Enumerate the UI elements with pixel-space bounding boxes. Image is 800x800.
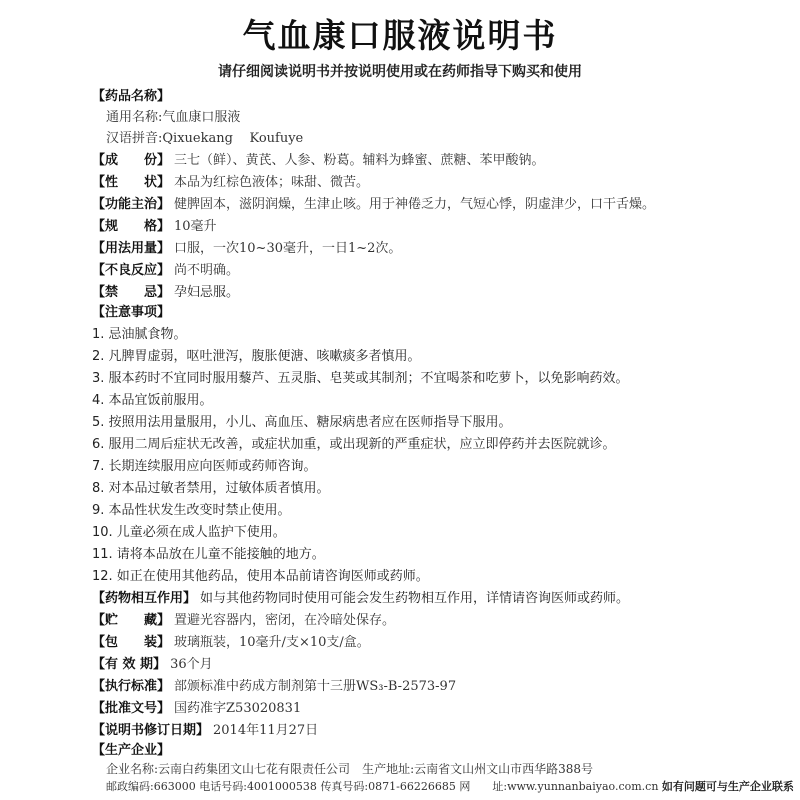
contact-note: 如有问题可与生产企业联系 xyxy=(661,780,794,793)
standard-label: 【执行标准】 xyxy=(92,679,171,694)
company-label: 企业名称: xyxy=(106,762,159,776)
ingredients-label: 【成 份】 xyxy=(92,153,171,168)
indications-value: 健脾固本，滋阴润燥，生津止咳。用于神倦乏力，气短心悸，阴虚津少，口干舌燥。 xyxy=(174,197,656,212)
phone-label: 电话号码: xyxy=(199,780,247,793)
common-name-value: 气血康口服液 xyxy=(162,110,241,125)
adverse-value: 尚不明确。 xyxy=(174,263,240,278)
specification-row xyxy=(92,216,782,238)
specification-value: 10毫升 xyxy=(174,219,217,234)
ingredients-row xyxy=(92,150,782,172)
precaution-item: 2. 凡脾胃虚弱，呕吐泄泻，腹胀便溏、咳嗽痰多者慎用。 xyxy=(92,349,421,364)
precaution-item: 1. 忌油腻食物。 xyxy=(92,327,187,342)
company-value: 云南白药集团文山七花有限责任公司 xyxy=(158,762,351,776)
precaution-item: 12. 如正在使用其他药品，使用本品前请咨询医师或药师。 xyxy=(92,569,429,584)
precaution-item: 4. 本品宜饭前服用。 xyxy=(92,393,213,408)
package-label: 【包 装】 xyxy=(92,635,171,650)
revision-row xyxy=(92,720,782,742)
storage-row xyxy=(92,610,782,632)
contraindications-value: 孕妇忌服。 xyxy=(174,285,240,300)
dosage-row xyxy=(92,238,782,260)
properties-value: 本品为红棕色液体；味甜、微苦。 xyxy=(174,175,370,190)
phone-value: 4001000538 xyxy=(246,780,317,793)
contact-details-row xyxy=(106,777,796,797)
precaution-item: 10. 儿童必须在成人监护下使用。 xyxy=(92,525,286,540)
specification-label: 【规 格】 xyxy=(92,219,171,234)
precaution-item: 6. 服用二周后症状无改善，或症状加重，或出现新的严重症状，应立即停药并去医院就诊。 xyxy=(92,437,616,452)
approval-value: 国药准字Z53020831 xyxy=(174,701,302,716)
precaution-item: 11. 请将本品放在儿童不能接触的地方。 xyxy=(92,547,325,562)
precaution-item: 5. 按照用法用量服用，小儿、高血压、糖尿病患者应在医师指导下服用。 xyxy=(92,415,512,430)
document-title: 气血康口服液说明书 xyxy=(242,16,558,55)
adverse-label: 【不良反应】 xyxy=(92,263,171,278)
standard-value: 部颁标准中药成方制剂第十三册WS₃-B-2573-97 xyxy=(174,679,457,694)
document-subtitle: 请仔细阅读说明书并按说明使用或在药师指导下购买和使用 xyxy=(218,64,582,80)
common-name-label: 通用名称: xyxy=(106,110,163,125)
web-label: 网 址: xyxy=(459,780,508,793)
package-row xyxy=(92,632,782,654)
precaution-item: 7. 长期连续服用应向医师或药师咨询。 xyxy=(92,459,317,474)
approval-row xyxy=(92,698,782,720)
drug-name-section-heading: 【药品名称】 xyxy=(92,89,171,104)
approval-label: 【批准文号】 xyxy=(92,701,171,716)
dosage-label: 【用法用量】 xyxy=(92,241,171,256)
indications-label: 【功能主治】 xyxy=(92,197,171,212)
interactions-label: 【药物相互作用】 xyxy=(92,591,197,606)
storage-value: 置避光容器内，密闭，在冷暗处保存。 xyxy=(174,613,396,628)
validity-label: 【有 效 期】 xyxy=(92,657,167,672)
properties-label: 【性 状】 xyxy=(92,175,171,190)
precaution-item: 8. 对本品过敏者禁用，过敏体质者慎用。 xyxy=(92,481,330,496)
contraindications-row xyxy=(92,282,782,304)
pinyin-label: 汉语拼音: xyxy=(106,131,163,146)
precaution-item: 9. 本品性状发生改变时禁止使用。 xyxy=(92,503,291,518)
pinyin-value: Qixuekang Koufuye xyxy=(162,131,304,146)
standard-row xyxy=(92,676,782,698)
properties-row xyxy=(92,172,782,194)
storage-label: 【贮 藏】 xyxy=(92,613,171,628)
fax-label: 传真号码: xyxy=(320,780,369,793)
indications-row xyxy=(92,194,782,216)
common-name-row xyxy=(106,107,796,129)
revision-value: 2014年11月27日 xyxy=(213,723,319,738)
ingredients-value: 三七（鲜）、黄芪、人参、粉葛。辅料为蜂蜜、蔗糖、苯甲酸钠。 xyxy=(174,153,545,168)
contraindications-label: 【禁 忌】 xyxy=(92,285,171,300)
pinyin-row xyxy=(106,128,796,150)
revision-label: 【说明书修订日期】 xyxy=(92,723,210,738)
manufacturer-heading: 【生产企业】 xyxy=(92,743,171,758)
postal-label: 邮政编码: xyxy=(106,780,154,793)
web-value: www.yunnanbaiyao.com.cn xyxy=(507,780,659,793)
postal-value: 663000 xyxy=(153,780,196,793)
address-label: 生产地址: xyxy=(362,762,415,776)
dosage-value: 口服，一次10~30毫升，一日1~2次。 xyxy=(174,241,402,256)
validity-value: 36个月 xyxy=(170,657,213,672)
package-value: 玻璃瓶装，10毫升/支×10支/盒。 xyxy=(174,635,370,650)
precautions-heading: 【注意事项】 xyxy=(92,305,171,320)
company-row xyxy=(106,759,796,779)
adverse-row xyxy=(92,260,782,282)
interactions-value: 如与其他药物同时使用可能会发生药物相互作用，详情请咨询医师或药师。 xyxy=(200,591,630,606)
fax-value: 0871-66226685 xyxy=(368,780,456,793)
precaution-item: 3. 服本药时不宜同时服用藜芦、五灵脂、皂荚或其制剂；不宜喝茶和吃萝卜，以免影响药效。 xyxy=(92,371,629,386)
address-value: 云南省文山州文山市西华路388号 xyxy=(414,762,594,776)
validity-row xyxy=(92,654,782,676)
interactions-row xyxy=(92,588,782,610)
